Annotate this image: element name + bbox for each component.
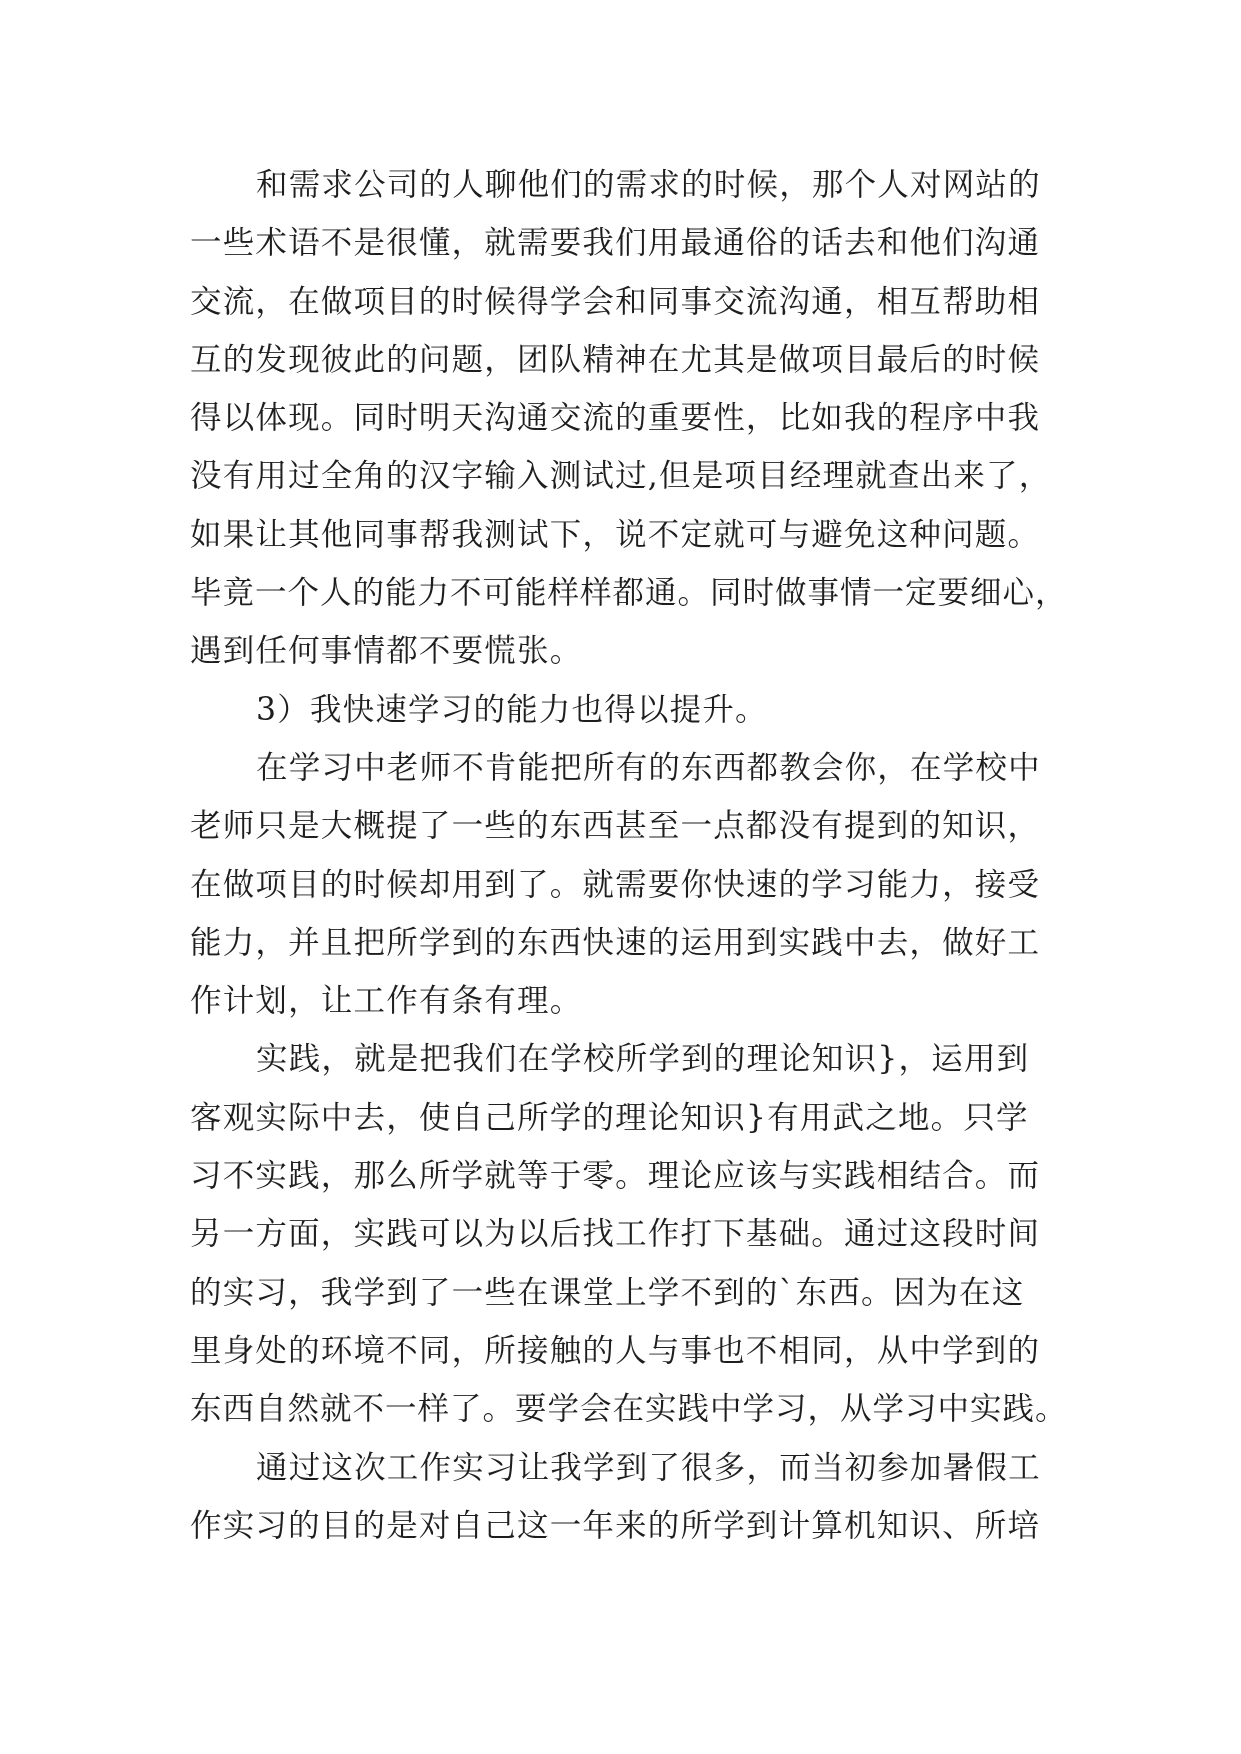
section-heading: 3）我快速学习的能力也得以提升。 (256, 691, 768, 728)
text-line: 作实习的目的是对自己这一年来的所学到计算机知识、所培 (190, 1507, 1041, 1544)
text-line: 在学习中老师不肯能把所有的东西都教会你，在学校中 (256, 749, 1041, 786)
text-line: 互的发现彼此的问题，团队精神在尤其是做项目最后的时候 (190, 341, 1041, 378)
body-text (190, 156, 1070, 1555)
text-line: 毕竟一个人的能力不可能样样都通。同时做事情一定要细心， (190, 575, 1068, 612)
text-line: 通过这次工作实习让我学到了很多，而当初参加暑假工 (256, 1449, 1041, 1486)
text-line: 在做项目的时候却用到了。就需要你快速的学习能力，接受 (190, 866, 1041, 903)
text-line: 和需求公司的人聊他们的需求的时候，那个人对网站的 (256, 167, 1041, 203)
text-line: 的实习，我学到了一些在课堂上学不到的`东西。因为在这 (190, 1274, 1025, 1311)
text-line: 习不实践，那么所学就等于零。理论应该与实践相结合。而 (190, 1158, 1041, 1195)
text-line: 客观实际中去，使自己所学的理论知识}有用武之地。只学 (190, 1099, 1029, 1136)
text-line: 遇到任何事情都不要慌张。 (190, 633, 583, 670)
text-line: 东西自然就不一样了。要学会在实践中学习，从学习中实践。 (190, 1391, 1068, 1428)
text-line: 实践，就是把我们在学校所学到的理论知识}，运用到 (256, 1041, 1030, 1078)
text-line: 作计划，让工作有条有理。 (190, 983, 583, 1020)
text-line: 得以体现。同时明天沟通交流的重要性，比如我的程序中我 (190, 400, 1041, 437)
text-line: 一些术语不是很懂，就需要我们用最通俗的话去和他们沟通 (190, 225, 1041, 262)
text-line: 老师只是大概提了一些的东西甚至一点都没有提到的知识， (190, 808, 1041, 845)
text-line: 另一方面，实践可以为以后找工作打下基础。通过这段时间 (190, 1216, 1041, 1253)
text-line: 交流，在做项目的时候得学会和同事交流沟通，相互帮助相 (190, 283, 1041, 320)
text-line: 里身处的环境不同，所接触的人与事也不相同，从中学到的 (190, 1332, 1041, 1369)
text-line: 没有用过全角的汉字输入测试过,但是项目经理就查出来了， (190, 458, 1052, 495)
text-line: 如果让其他同事帮我测试下，说不定就可与避免这种问题。 (190, 516, 1041, 553)
text-line: 能力，并且把所学到的东西快速的运用到实践中去，做好工 (190, 924, 1041, 961)
